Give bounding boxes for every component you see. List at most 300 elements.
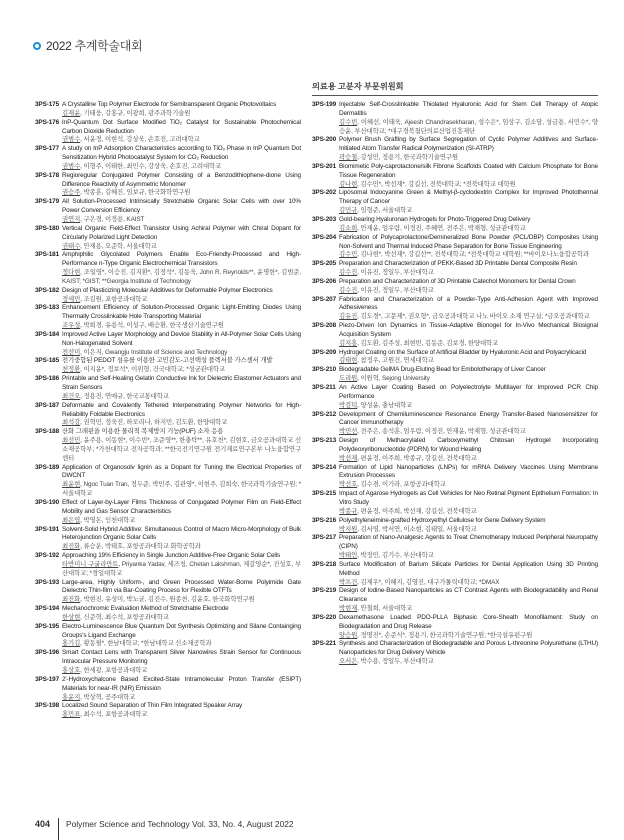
poster-code: 3PS-209 <box>312 348 337 356</box>
entry-title: Hydrogel Coating on the Surface of Artificial Bladder by Hyaluronic Acid and Polyacrylicacid <box>339 348 587 356</box>
poster-code: 3PS-217 <box>312 534 337 542</box>
co-authors-affiliation: , 정용진, 연매규, 한국교통대학교 <box>80 392 169 400</box>
co-authors-affiliation: , 박상혁, 공주대학교 <box>80 693 136 701</box>
poster-code: 3PS-197 <box>35 675 60 683</box>
page-footer <box>35 808 294 840</box>
co-authors-affiliation: , 윤주용, 이동현*, 이수빈*, 조준영**, 한충탁**, 유호천*, 김현호, 금오공과대학교 신소재공학부; *가천대학교 전자공학과; **한국전기연구원 전기재료연구본부 나노융합연구센터 <box>62 437 301 462</box>
entry-authors <box>62 366 301 375</box>
entry-authors <box>339 119 598 137</box>
poster-code: 3PS-196 <box>35 649 60 657</box>
poster-code: 3PS-213 <box>312 437 337 445</box>
poster-code: 3PS-220 <box>312 613 337 621</box>
entry-body <box>62 649 301 676</box>
abstract-entry <box>35 526 301 553</box>
entry-authors <box>62 243 301 252</box>
abstract-entry <box>312 437 598 464</box>
entry-title: 전기중합된 PEDOT 섬유를 이용한 고민감도-고선택성 플렉서블 가스센서 개발 <box>62 357 273 365</box>
entry-body <box>62 198 301 225</box>
co-authors-affiliation: , 김도경*, 고문제*, 권오형*, 금오공과대학교 나노 바이오 소재 연구실; *금오공과대학교 <box>357 313 590 321</box>
entry-body <box>62 464 301 499</box>
entry-title: Biomimetic Poly-caprotactone/silk Fibrone Scaffolds Coated with Calcium Phosphate for Bone Tissue Regeneration <box>339 162 598 179</box>
entry-title: Regioregular Conjugated Polymer Consisting of a Benzodithiophene-dione Using Difference Reactivity of Asymmetric Monomer <box>62 171 301 188</box>
co-authors-affiliation: , 권혁민, 정욱진, 하모리나, 하지민, 김도환, 한양대학교 <box>80 419 228 427</box>
entry-authors <box>339 225 598 234</box>
entry-authors <box>339 526 598 535</box>
poster-code: 3PS-214 <box>312 463 337 471</box>
entry-body <box>339 278 598 296</box>
presenting-author: 김수진 <box>339 286 358 294</box>
abstract-entry <box>312 136 598 163</box>
page-header <box>33 37 142 54</box>
entry-authors <box>339 605 598 614</box>
presenting-author: 김소희 <box>339 224 358 232</box>
co-authors-affiliation: , 안철희, 서울대학교 <box>357 605 413 613</box>
entry-authors <box>339 579 598 588</box>
presenting-author: 권연지 <box>62 215 81 223</box>
co-authors-affiliation: , 양성윤, 충남대학교 <box>357 401 413 409</box>
presenting-author: 곽승철 <box>339 154 358 162</box>
entry-body <box>62 676 301 703</box>
entry-title: Printable and Self-Healing Gelatin Conductive Ink for Dielectric Elastomer Actuators and Strain Sensors <box>62 375 301 391</box>
entry-body <box>62 357 301 375</box>
entry-body <box>62 145 301 172</box>
abstract-entry <box>35 402 301 429</box>
poster-code: 3PS-190 <box>35 498 60 506</box>
abstract-entry <box>312 614 598 641</box>
co-authors-affiliation: , 김서영, 박서연, 이소현, 김태일, 서울대학교 <box>357 525 477 533</box>
co-authors-affiliation: , 박수용, 정일두, 부산대학교 <box>357 658 434 666</box>
entry-body <box>62 579 301 606</box>
entry-body <box>62 119 301 146</box>
presenting-author: 김수빈 <box>339 118 358 126</box>
entry-title: Mechanochromic Evaluation Method of Stretchable Electrode <box>62 605 229 613</box>
presenting-author: 최은엽 <box>62 516 81 524</box>
presenting-author: 천정환 <box>62 366 81 374</box>
entry-body <box>339 640 598 667</box>
entry-title: An Active Layer Coating Based on Polyelectrolyte Multilayer for Improved PCR Chip Performance <box>339 384 598 400</box>
co-authors-affiliation: , Ngoc Tuan Tran, 정두준, 박민주, 김관영*, 이현주, 김희숙, 한국과학기술연구원; *서울대학교 <box>62 481 301 498</box>
entry-authors <box>339 455 598 464</box>
presenting-author: 조우성 <box>62 322 81 330</box>
entry-body <box>62 172 301 199</box>
entry-body <box>339 411 598 438</box>
entry-authors <box>339 251 598 260</box>
presenting-author: 최석강 <box>62 419 81 427</box>
abstract-entry <box>35 605 301 623</box>
entry-body <box>339 189 598 216</box>
co-authors-affiliation: , 김나현*, 박선재*, 강길선**, 전북대학교; *전북대학교 대학원; **바이오나노융합공학과 <box>357 251 589 259</box>
poster-code: 3PS-204 <box>312 233 337 241</box>
entry-title: Amphiphilic Glycolated Polymers Enable Eco-Friendly-Processed and High-Performance n-Type Organic Electrochemical Transistors <box>62 251 301 268</box>
presenting-author: 최진화 <box>62 596 81 604</box>
co-authors-affiliation: , 전주은, 송석훈, 엄우람, 이정진, 안재윤, 박재형, 성균관대학교 <box>357 428 526 436</box>
entry-title: Biodegradable GelMA Drug-Eluting Bead for Embolotherapy of Liver Cancer <box>339 366 546 374</box>
footer-divider <box>58 818 59 840</box>
entry-authors <box>62 711 301 720</box>
entry-body <box>62 225 301 252</box>
poster-code: 3PS-184 <box>35 330 60 338</box>
entry-body <box>339 349 598 367</box>
abstract-entry <box>35 101 301 119</box>
poster-code: 3PS-206 <box>312 277 337 285</box>
entry-body <box>339 296 598 323</box>
entry-authors <box>62 543 301 552</box>
co-authors-affiliation: , 참정우, 고원건, 연세대학교 <box>357 357 434 365</box>
poster-code: 3PS-207 <box>312 295 337 303</box>
abstract-entry <box>35 579 301 606</box>
abstract-entry <box>35 464 301 499</box>
abstract-entry <box>35 198 301 225</box>
abstract-entry <box>312 296 598 323</box>
entry-body <box>339 437 598 464</box>
co-authors-affiliation: , Priyanka Yadav, 세즈칭, Chetan Lakshman, 제갈영순*, 진성호, 부산대학교; *경일대학교 <box>62 560 301 577</box>
poster-code: 3PS-192 <box>35 552 60 560</box>
poster-code: 3PS-182 <box>35 286 60 294</box>
entry-authors <box>62 667 301 676</box>
entry-body <box>62 251 301 286</box>
entry-body <box>339 322 598 349</box>
co-authors-affiliation: , 이은지, Gwangju Institute of Science and Technology <box>80 348 228 356</box>
presenting-author: 홍민표 <box>62 711 81 719</box>
entry-title: Solvent-Solid Hybrid Additive: Simultaneous Control of Macro Micro-Morphology of Bulk Heterojunction Organic Solar Cells <box>62 525 301 542</box>
entry-authors <box>339 340 598 349</box>
entry-body <box>62 287 301 305</box>
co-authors-affiliation: , 김제우*, 이혜지, 김영진, 대구가톨릭대학교; *DMAX <box>357 578 500 586</box>
presenting-author: 김재윤 <box>62 109 81 117</box>
entry-body <box>339 534 598 561</box>
co-authors-affiliation: , 기태웅, 강홍규, 이광희, 광주과학기술원 <box>80 109 191 117</box>
entry-title: 산화 그래핀을 이용한 물리적 복제방지 기능(PUF) 소자 응용 <box>62 428 224 436</box>
co-authors-affiliation: , 류승운, 박태호, 포항공과대학교 화학공학과 <box>80 543 201 551</box>
co-authors-affiliation: , 이원혁, Sejong University <box>357 375 430 383</box>
entry-body <box>339 163 598 190</box>
poster-code: 3PS-200 <box>312 136 337 144</box>
presenting-author: 최진화 <box>62 543 81 551</box>
entry-title: All Solution-Processed Intrinsically Stretchable Organic Solar Cells with over 10% Power Conversion Efficiency <box>62 198 301 215</box>
presenting-author: 박민선 <box>339 428 358 436</box>
entry-title: Piezo-Driven Ion Dynamics in Tissue-Adaptive Bionogel for In-Vivo Mechanical Biosignal Acquisition System <box>339 322 598 338</box>
entry-authors <box>339 428 598 437</box>
conference-title: 2022 추계학술대회 <box>46 39 143 53</box>
poster-code: 3PS-205 <box>312 260 337 268</box>
presenting-author: 한상현 <box>62 613 81 621</box>
presenting-author: 최윤현 <box>62 481 81 489</box>
entry-title: Deformable and Covalently Tethered Interpenetrating Polymer Networks for High-Reliability Foldable Electronics <box>62 401 301 418</box>
entry-authors <box>62 189 301 198</box>
entry-title: Improved Active Layer Morphology and Device Stability in All-Polymer Solar Cells Using Non-Halogenated Solvent <box>62 330 301 347</box>
abstract-entry <box>35 649 301 676</box>
abstract-entry <box>35 304 301 331</box>
poster-code: 3PS-198 <box>35 702 60 710</box>
presenting-author: 김태현 <box>339 357 358 365</box>
entry-body <box>62 101 301 119</box>
co-authors-affiliation: , 김도환, 김주성, 최현빈, 김동준, 김보경, 한양대학교 <box>357 339 499 347</box>
presenting-author: 정다현 <box>62 269 81 277</box>
abstract-entry <box>312 163 598 190</box>
entry-body <box>62 304 301 331</box>
poster-code: 3PS-218 <box>312 560 337 568</box>
abstract-entry <box>312 561 598 588</box>
abstract-entry <box>312 464 598 491</box>
entry-title: Application of Organosolv lignin as a Dopant for Tuning the Electrical Properties of DWCNT <box>62 463 301 480</box>
entry-title: Large-area, Highly Uniform-, and Green Processed Water-Borne Polyimide Gate Dielectric Thin-film via Bar-Coating Process for Flexible OTFTs <box>62 578 301 595</box>
presenting-author: 김나현 <box>339 180 358 188</box>
poster-code: 3PS-203 <box>312 215 337 223</box>
presenting-author: 권범수 <box>62 162 81 170</box>
entry-authors <box>62 296 301 305</box>
entry-body <box>339 216 598 234</box>
presenting-author: 박선재 <box>339 454 358 462</box>
entry-authors <box>339 207 598 216</box>
abstract-entry <box>35 287 301 305</box>
co-authors-affiliation: , 박정민, 김기수, 부산대학교 <box>357 552 434 560</box>
entry-title: Electro-Luminescence Blue Quantum Dot Synthesis Optimizing and Silane Containging Groups's Ligand Exchange <box>62 622 301 639</box>
right-column <box>312 101 598 667</box>
presenting-author: 도리원 <box>339 375 358 383</box>
abstract-entry <box>35 676 301 703</box>
entry-authors <box>339 154 598 163</box>
abstract-entry <box>35 251 301 286</box>
entry-body <box>62 499 301 526</box>
entry-authors <box>339 181 598 190</box>
presenting-author: 김민규 <box>339 207 358 215</box>
poster-code: 3PS-178 <box>35 171 60 179</box>
entry-title: Preparation and Characterization of PEKK-Based 3D Printable Dental Composite Resin <box>339 260 577 268</box>
abstract-entry <box>312 101 598 136</box>
poster-code: 3PS-219 <box>312 587 337 595</box>
abstract-entry <box>312 534 598 561</box>
presenting-author: 김수진 <box>339 269 358 277</box>
co-authors-affiliation: , 김수민*, 박선재*, 강길선, 전북대학교; *전북대학교 대학원 <box>357 180 516 188</box>
co-authors-affiliation: , 신준혁, 최수석, 포항공과대학교 <box>80 613 169 621</box>
entry-body <box>339 136 598 163</box>
entry-title: Design of Methacrylated Carboxymethyl Chitosan Hydrogel Incorporating Polydeoxyribonucleotide (PDRN) for Wound Healing <box>339 437 598 453</box>
co-authors-affiliation: , 안재용, 오준학, 서울대학교 <box>80 242 157 250</box>
co-authors-affiliation: , 김수겸, 이기라, 포항공과대학교 <box>357 481 446 489</box>
entry-title: Vertical Organic Field-Effect Transistor Using Achiral Polymer with Chiral Dopant for Circularly Polarized Light Detection <box>62 224 301 241</box>
abstract-entry <box>35 623 301 650</box>
entry-body <box>62 623 301 650</box>
entry-body <box>62 605 301 623</box>
entry-authors <box>62 110 301 119</box>
entry-authors <box>62 419 301 428</box>
entry-body <box>62 402 301 429</box>
entry-authors <box>339 287 598 296</box>
poster-code: 3PS-175 <box>35 101 60 108</box>
co-authors-affiliation: , 강성민, 정용기, 한국과학기술연구원 <box>357 154 458 162</box>
co-authors-affiliation: , 안재윤, 엄우람, 이정진, 주혜연, 전주은, 박재형, 성균관대학교 <box>357 224 526 232</box>
presenting-author: 박검덕 <box>339 401 358 409</box>
entry-title: Effect of Layer-by-Layer Films Thickness of Conjugated Polymer Film on Field-Effect Mobility and Gas Sensor Characteristics <box>62 498 301 515</box>
entry-authors <box>339 313 598 322</box>
presenting-author: 박지원 <box>339 525 358 533</box>
abstract-entry <box>35 428 301 463</box>
co-authors-affiliation: , 한세광, 포항공과대학교 <box>80 667 148 674</box>
entry-title: Fabrication of Polycaprolactone/Demineralized Bone Powder (PCL/DBP) Composites Using Non-Solvent and Thermal Induced Phase Separation for Bone Tissue Engineering <box>339 233 598 250</box>
entry-body <box>339 490 598 517</box>
poster-code: 3PS-208 <box>312 322 337 330</box>
entry-body <box>62 428 301 463</box>
entry-authors <box>62 517 301 526</box>
co-authors-affiliation: , 박종훈, 김혜진, 임보규, 한국화학연구원 <box>80 189 191 197</box>
entry-title: Liposomal Indocyanine Green & Methyl-β-cyclodextrin Complex for Improved Photothermal Therapy of Cancer <box>339 189 598 206</box>
abstract-entry <box>35 499 301 526</box>
abstract-entry <box>312 260 598 278</box>
presenting-author: 박현재 <box>339 605 358 613</box>
entry-authors <box>62 614 301 623</box>
entry-authors <box>62 163 301 172</box>
abstract-entry <box>312 384 598 411</box>
entry-body <box>62 375 301 402</box>
poster-code: 3PS-185 <box>35 357 60 365</box>
abstract-entry <box>35 357 301 375</box>
entry-authors <box>62 269 301 287</box>
presenting-author: 권범수 <box>62 136 81 144</box>
presenting-author: 정세민 <box>62 295 81 303</box>
entry-authors <box>62 561 301 579</box>
co-authors-affiliation: , 조일영*, 이승진, 김지환*, 김정석*, 김동욱, John R. Reynolds**, 윤명한*, 김범준, KAIST; *GIST; **Georgia Institute of Technology <box>62 269 301 285</box>
poster-code: 3PS-179 <box>35 198 60 206</box>
poster-code: 3PS-212 <box>312 410 337 418</box>
journal-citation: Polymer Science and Technology Vol. 33, No. 4, August 2022 <box>66 819 294 829</box>
presenting-author: 김수민 <box>339 251 358 259</box>
entry-authors <box>339 269 598 278</box>
poster-code: 3PS-195 <box>35 622 60 630</box>
co-authors-affiliation: , 구은경, 이정용, KAIST <box>80 215 145 223</box>
entry-authors <box>339 658 598 667</box>
poster-code: 3PS-221 <box>312 640 337 648</box>
entry-title: InP-Quantum Dot Surface Modified TiO₂ Catalyst for Sustainable Photochemical Carbon Dioxide Reduction <box>62 118 301 135</box>
co-authors-affiliation: , 박영돈, 인천대학교 <box>80 516 136 524</box>
co-authors-affiliation: , 박현진, 유성미, 박노균, 김진수, 원종찬, 김윤호, 한국화학연구원 <box>80 596 255 604</box>
co-authors-affiliation: , 이형주, 이태한, 최민수, 강상욱, 손호진, 고려대학교 <box>80 162 222 170</box>
presenting-author: 타반미니 구굴라만트 <box>62 560 119 568</box>
presenting-author: 박태언 <box>339 552 358 560</box>
entry-body <box>339 260 598 278</box>
entry-body <box>339 561 598 588</box>
presenting-author: 박프건 <box>339 578 358 586</box>
page-number: 404 <box>35 819 51 829</box>
poster-code: 3PS-189 <box>35 463 60 471</box>
co-authors-affiliation: , 이유진, 정일두, 부산대학교 <box>357 269 434 277</box>
entry-title: Approaching 19% Efficiency in Single Junction Additive-Free Organic Solar Cells <box>62 552 281 560</box>
entry-title: Development of Chemiluminescence Resonance Energy Transfer-Based Nanosensitizer for Cancer Immunotherapy <box>339 410 598 427</box>
entry-title: 2'-Hydroxychalcone Based Excited-State Intramolecular Proton Transfer (ESIPT) Materials for near-IR (NIR) Emission <box>62 675 301 692</box>
poster-code: 3PS-211 <box>312 384 336 391</box>
entry-authors <box>62 596 301 605</box>
entry-title: Formation of Lipid Nanoparticles (LNPs) for mRNA Delivery Vaccines Using Membrane Extrusion Processes <box>339 463 598 480</box>
abstract-entry <box>35 172 301 199</box>
entry-title: Dexamethasone Loaded PDO-PLLA Biphasic Core-Sheath Monofilament: Study on Biodegradation and Drug Release <box>339 613 598 630</box>
abstract-entry <box>35 552 301 579</box>
entry-title: Impact of Agarose Hydrogels as Cell Vehicles for Neo Retinal Pigment Epithelium Formation: In Vitro Study <box>339 490 598 506</box>
poster-code: 3PS-177 <box>35 145 60 153</box>
section-heading: 의료용 고분자 부문위원회 <box>312 81 598 96</box>
poster-code: 3PS-210 <box>312 366 337 374</box>
entry-title: Design of Iodine-Based Nanoparticles as CT Contrast Agents with Biodegradability and Renal Clearance <box>339 587 598 604</box>
poster-code: 3PS-199 <box>312 101 337 108</box>
entry-authors <box>62 322 301 331</box>
co-authors-affiliation: , 정명진*, 손준식*, 정용기, 한국과학기술연구원; *한국섬유펀구원 <box>357 631 533 639</box>
entry-authors <box>339 508 598 517</box>
abstract-entry <box>35 702 301 720</box>
entry-authors <box>339 552 598 561</box>
entry-authors <box>339 632 598 641</box>
entry-authors <box>339 375 598 384</box>
abstract-entry <box>312 587 598 614</box>
abstract-entry <box>35 331 301 358</box>
entry-authors <box>62 216 301 225</box>
co-authors-affiliation: , 이혜선, 이태욱, Ajeesh Chandrasekharan, 성수은*, 임상구, 김소담, 성금용, 서민수*, 양승윤, 부산대학교; *대구경북첨단의료산업진흥재단 <box>339 118 598 135</box>
abstract-entry <box>35 225 301 252</box>
presenting-author: 권태수 <box>62 242 81 250</box>
presenting-author: 홍윤지 <box>62 693 81 701</box>
entry-title: Synthesis and Characterization of Biodegradable and Porous L-threonine Polyurethane (LTHU) Nanoparticles for Drug Delivery Vehicle <box>339 640 598 657</box>
entry-body <box>339 587 598 614</box>
presenting-author: 홍상호 <box>62 667 81 674</box>
entry-title: A study on InP Adsorption Characteristics according to TiO₂ Phase in InP Quantum Dot Sensitization Hybrid Photocatalyst System for CO₂ Reduction <box>62 145 301 162</box>
co-authors-affiliation: , 박희경, 유용석, 이성구, 배승환, 한국생산기술연구원 <box>80 322 224 330</box>
entry-body <box>62 526 301 553</box>
entry-body <box>62 702 301 720</box>
entry-title: Smart Contact Lens with Transparent Silver Nanowires Strain Sensor for Continuous Intraocular Pressure Monitoring <box>62 649 301 666</box>
entry-title: Gold-bearing Hyaluronan Hydrogels for Photo-Triggered Drug Delivery <box>339 215 531 223</box>
entry-body <box>339 101 598 136</box>
entry-body <box>339 517 598 535</box>
co-authors-affiliation: , 임형준, 서울대학교 <box>357 207 413 215</box>
entry-body <box>339 614 598 641</box>
poster-code: 3PS-176 <box>35 118 60 126</box>
entry-title: Polyethyleneimine-grafted Hydroxyethyl Cellulose for Gene Delivery System <box>339 516 546 524</box>
entry-authors <box>62 481 301 499</box>
entry-authors <box>62 640 301 649</box>
entry-body <box>339 234 598 261</box>
presenting-author: 전선미 <box>62 348 81 356</box>
poster-code: 3PS-183 <box>35 304 60 312</box>
poster-code: 3PS-186 <box>35 375 60 383</box>
circle-bullet-icon <box>33 42 41 50</box>
entry-title: Surface Modification of Barium Silicate Particles for Dental Application Using 3D Printing Method <box>339 560 598 577</box>
co-authors-affiliation: , 서윤정, 이현석, 강상욱, 손호진, 고려대학교 <box>80 136 200 144</box>
entry-title: Preparation of Nano-Analgesic Agents to Treat Chemotherapy Induced Peripheral Neuropathy (CIPN) <box>339 534 598 551</box>
presenting-author: 박종규 <box>339 507 358 515</box>
left-column <box>35 101 301 720</box>
co-authors-affiliation: , 조길원, 포항공과대학교 <box>80 295 148 303</box>
presenting-author: 홍기김 <box>62 640 81 648</box>
abstract-entry <box>312 411 598 438</box>
abstract-entry <box>312 234 598 261</box>
entry-title: Polymer Brush Grafting by Surface Segregation of Cyclic Polymer Additives and Surface-Initiated Atom Transfer Radical Polymerization (SI-ATRP) <box>339 136 598 153</box>
abstract-entry <box>312 216 598 234</box>
poster-code: 3PS-193 <box>35 578 60 586</box>
abstract-entry <box>312 278 598 296</box>
poster-code: 3PS-194 <box>35 605 60 613</box>
abstract-entry <box>312 322 598 349</box>
poster-code: 3PS-215 <box>312 490 337 498</box>
presenting-author: 최선민 <box>62 437 81 445</box>
entry-authors <box>339 481 598 490</box>
entry-title: Injectable Self-Crosslinkable Thiolated Hyaluronic Acid for Stem Cell Therapy of Atopic Dermatitis <box>339 101 598 117</box>
abstract-entry <box>312 490 598 517</box>
abstract-entry <box>312 366 598 384</box>
entry-title: Design of Plasticizing Molecular Additives for Deformable Polymer Electronics <box>62 286 273 294</box>
abstract-entry <box>312 517 598 535</box>
entry-title: Enhancement Efficiency of Solution-Processed Organic Light-Emitting Diodes Using Thermally Crosslinkable Hole Transporting Material <box>62 304 301 321</box>
poster-code: 3PS-202 <box>312 189 337 197</box>
abstract-entry <box>312 189 598 216</box>
presenting-author: 김지홍 <box>339 339 358 347</box>
abstract-entry <box>312 349 598 367</box>
